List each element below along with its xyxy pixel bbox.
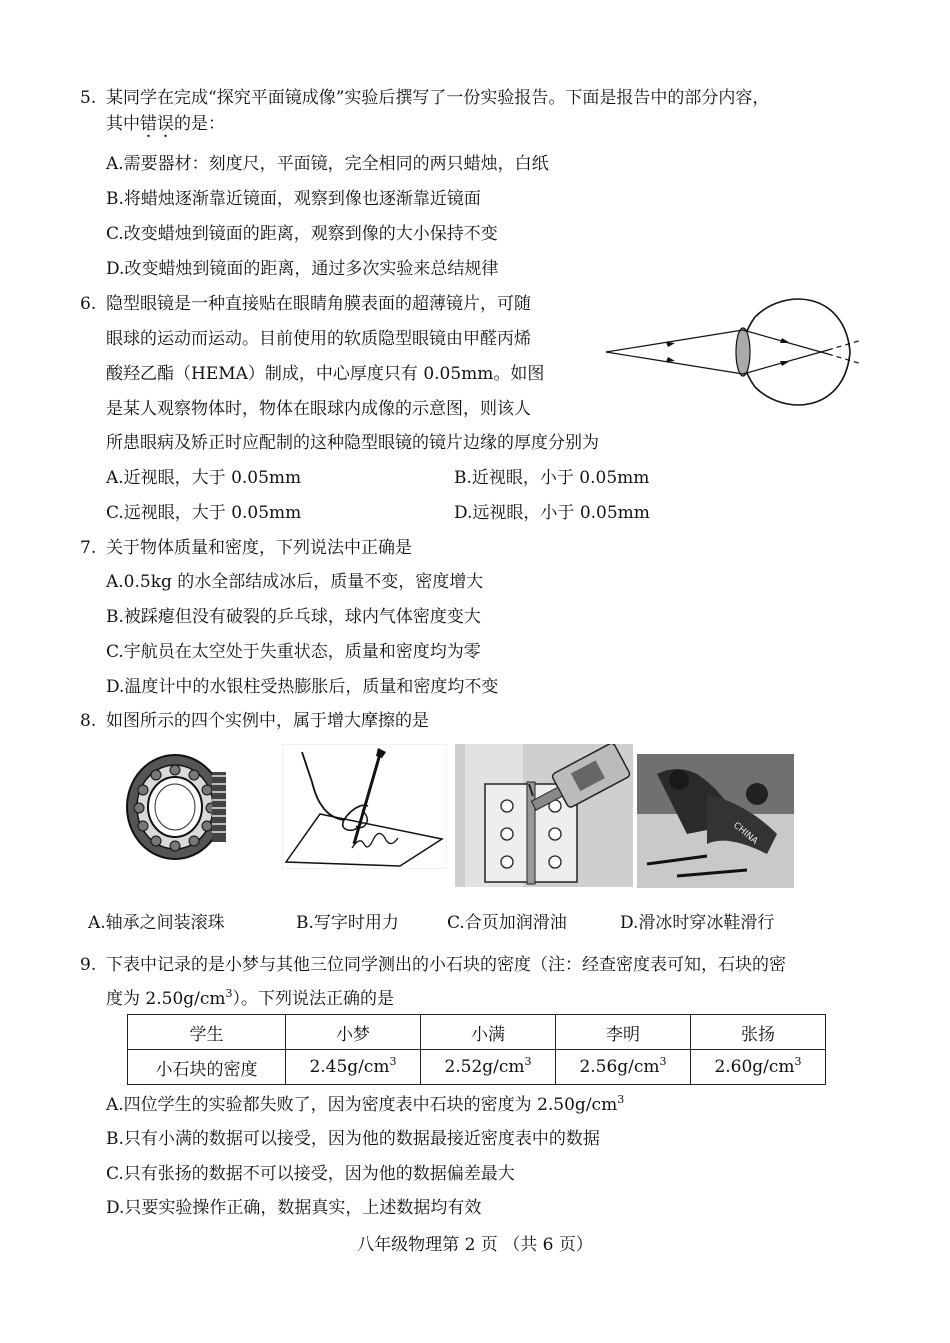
q9-stem-line2 [106,987,394,1011]
density-table [127,1014,826,1085]
q5-stem-line1 [80,86,769,110]
q9-stem-superscript: 3 [225,987,233,1000]
q6-stem-line5: 所患眼病及矫正时应配制的这种隐型眼镜的镜片边缘的厚度分别为 [106,433,599,453]
q7-option-c: C.宇航员在太空处于失重状态，质量和密度均为零 [106,642,481,662]
q7-option-b: B.被踩瘪但没有破裂的乒乓球，球内气体密度变大 [106,607,481,627]
arrow-bottom-out [780,361,790,366]
q6-option-a: A.近视眼，大于 0.05mm [106,468,302,488]
q9-option-d: D.只要实验操作正确，数据真实，上述数据均有效 [106,1198,482,1218]
table-cell: $2.60g/cm^3$ [691,1050,826,1085]
table-header-cell: 张扬 [691,1015,826,1050]
q5-stem-text: 某同学在完成“探究平面镜成像”实验后撰写了一份实验报告。下面是报告中的部分内容， [106,88,770,108]
ray-bottom-in [606,352,743,374]
q6-stem-line3: 酸羟乙酯（HEMA）制成，中心厚度只有 0.05mm。如图 [106,364,545,384]
table-header-cell: 小梦 [286,1015,421,1050]
ray-top-dashed [828,354,862,364]
q6-stem-line1 [80,292,531,316]
q5-stem-post: 的是： [174,114,225,134]
q8-option-d: D.滑冰时穿冰鞋滑行 [620,913,775,933]
q6-stem-line2: 眼球的运动而运动。目前使用的软质隐型眼镜由甲醛丙烯 [106,329,531,349]
table-header-cell: 学生 [128,1015,286,1050]
q5-option-b: B.将蜡烛逐渐靠近镜面，观察到像也逐渐靠近镜面 [106,189,481,209]
q5-emphasis-2: 误 [157,114,174,134]
ray-bottom-dashed [828,340,862,350]
q9-stem-text-1: 下表中记录的是小梦与其他三位同学测出的小石块的密度（注：经查密度表可知，石块的密 [106,955,786,975]
q5-emphasis-1: 错 [140,114,157,134]
table-cell: $2.45g/cm^3$ [286,1050,421,1085]
q5-option-d: D.改变蜡烛到镜面的距离，通过多次实验来总结规律 [106,259,499,279]
q6-option-d: D.远视眼，小于 0.05mm [454,503,650,523]
q7-number: 7. [80,538,97,558]
bearing-image [120,752,230,862]
q9-option-a [106,1093,624,1117]
page-footer: 八年级物理第 2 页 （共 6 页） [357,1235,593,1255]
table-header-cell: 李明 [556,1015,691,1050]
q9-stem-line1 [80,953,786,977]
writing-image [282,744,447,869]
q7-stem-text: 关于物体质量和密度，下列说法中正确是 [106,538,412,558]
q8-stem [80,709,429,733]
table-header-cell: 小满 [421,1015,556,1050]
q8-option-b: B.写字时用力 [296,913,399,933]
skater-jersey-text: CHINA [731,820,760,847]
q9-number: 9. [80,955,97,975]
q5-option-c: C.改变蜡烛到镜面的距离，观察到像的大小保持不变 [106,224,498,244]
q8-option-a: A.轴承之间装滚珠 [88,913,225,933]
speed-skating-image [637,754,794,888]
q8-stem-text: 如图所示的四个实例中，属于增大摩擦的是 [106,711,429,731]
q9-option-a-text: A.四位学生的实验都失败了，因为密度表中石块的密度为 2.50g/cm [106,1095,618,1115]
table-cell: $2.52g/cm^3$ [421,1050,556,1085]
q6-stem-line4: 是某人观察物体时，物体在眼球内成像的示意图，则该人 [106,399,531,419]
q9-option-b: B.只有小满的数据可以接受，因为他的数据最接近密度表中的数据 [106,1129,600,1149]
table-header-row [128,1015,826,1050]
q9-stem-text-2: 度为 2.50g/cm [106,989,226,1009]
table-row [128,1050,826,1085]
q8-number: 8. [80,711,97,731]
q5-stem-line2 [106,112,225,136]
q9-option-a-sup: 3 [617,1093,625,1106]
table-cell: $2.56g/cm^3$ [556,1050,691,1085]
q5-number: 5. [80,88,97,108]
table-row-label: 小石块的密度 [128,1050,286,1085]
q9-stem-text-3: ）。下列说法正确的是 [232,989,395,1009]
hinge-oil-image [455,744,633,887]
eyeball-outline [755,299,850,405]
q6-number: 6. [80,294,97,314]
ray-top-in [606,330,743,352]
q5-stem-pre: 其中 [106,114,140,134]
arrow-bottom-in [666,357,675,362]
arrow-top-out [780,338,790,343]
q7-stem [80,536,412,560]
q7-option-a: A.0.5kg 的水全部结成冰后，质量不变，密度增大 [106,572,484,592]
q6-option-c: C.远视眼，大于 0.05mm [106,503,302,523]
q5-option-a: A.需要器材：刻度尺，平面镜，完全相同的两只蜡烛，白纸 [106,154,549,174]
q6-option-b: B.近视眼，小于 0.05mm [454,468,650,488]
q7-option-d: D.温度计中的水银柱受热膨胀后，质量和密度均不变 [106,677,499,697]
q8-option-c: C.合页加润滑油 [447,913,567,933]
lens-shape [736,328,750,376]
q9-option-c: C.只有张扬的数据不可以接受，因为他的数据偏差最大 [106,1164,515,1184]
q6-text-1: 隐型眼镜是一种直接贴在眼睛角膜表面的超薄镜片，可随 [106,294,531,314]
arrow-top-in [666,342,675,347]
eye-diagram [600,292,870,412]
